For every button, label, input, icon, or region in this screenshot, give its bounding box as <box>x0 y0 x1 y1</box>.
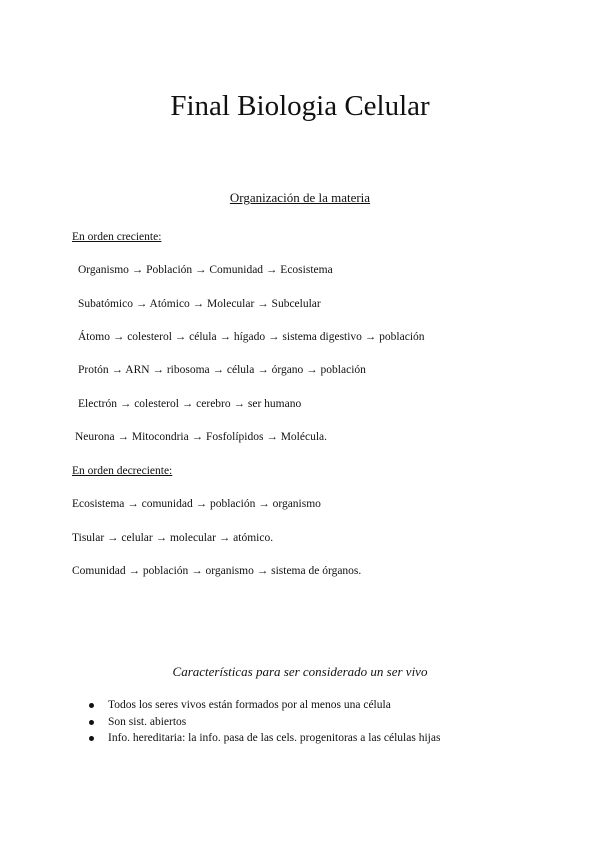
list-item-text: Todos los seres vivos están formados por al menos una célula <box>108 699 391 711</box>
section-heading-organizacion: Organización de la materia <box>229 190 371 205</box>
increasing-line: Átomo → colesterol → célula → hígado → sistema digestivo → población <box>78 331 425 343</box>
section-heading-caracteristicas: Características para ser considerado un ser vivo <box>172 664 428 679</box>
increasing-line: Neurona → Mitocondria → Fosfolípidos → Molécula. <box>75 431 328 443</box>
increasing-line: Protón → ARN → ribosoma → célula → órgano → población <box>78 364 366 376</box>
subheading-decreasing: En orden decreciente: <box>72 465 173 477</box>
document-title: Final Biologia Celular <box>170 90 430 122</box>
increasing-line: Subatómico → Atómico → Molecular → Subcelular <box>78 298 321 310</box>
increasing-line: Electrón → colesterol → cerebro → ser humano <box>78 398 302 410</box>
list-item-text: Info. hereditaria: la info. pasa de las cels. progenitoras a las células hijas <box>108 732 441 744</box>
increasing-line: Organismo → Población → Comunidad → Ecosistema <box>78 264 333 276</box>
decreasing-line: Tisular → celular → molecular → atómico. <box>72 532 274 544</box>
list-item <box>72 714 440 731</box>
list-item <box>72 730 440 747</box>
bullet-icon <box>89 703 94 708</box>
decreasing-line: Ecosistema → comunidad → población → organismo <box>72 498 321 510</box>
bullet-icon <box>89 720 94 725</box>
subheading-increasing: En orden creciente: <box>72 231 162 243</box>
list-item-text: Son sist. abiertos <box>108 715 187 728</box>
decreasing-line: Comunidad → población → organismo → sistema de órganos. <box>72 565 362 577</box>
list-item <box>72 697 440 714</box>
characteristics-list <box>72 697 440 747</box>
bullet-icon <box>89 736 94 741</box>
